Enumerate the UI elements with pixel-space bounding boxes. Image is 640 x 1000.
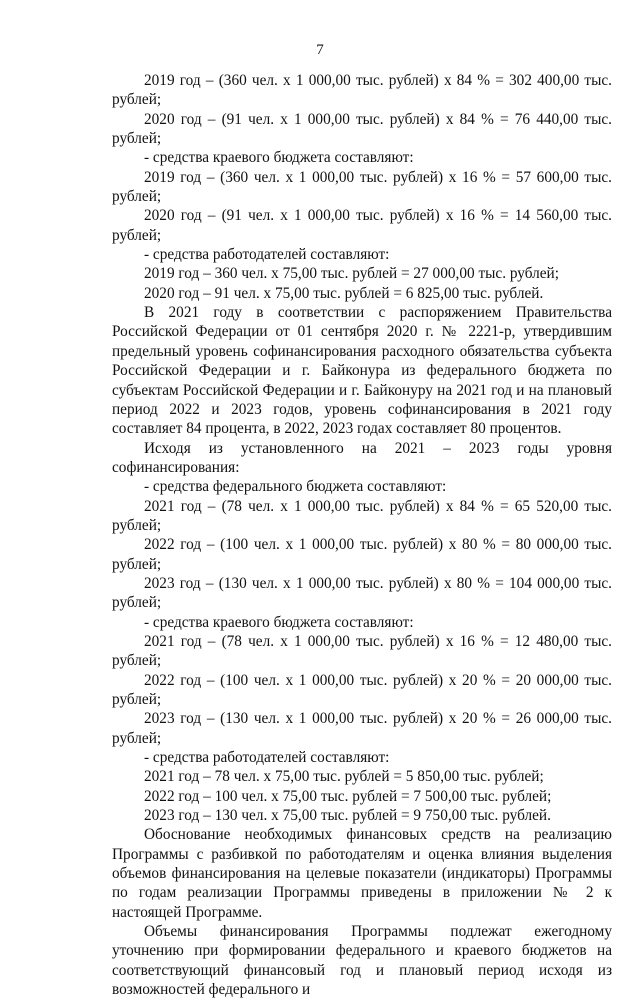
paragraph: - средства работодателей составляют: xyxy=(144,749,390,767)
paragraph: В 2021 году в соответствии с распоряжением Правительства Российской Федерации от 01 сентября 2020 г. № 2221-р, утвердившим предельный уровень софинансирования расходного обязательства субъекта Российской Федерации и г. Байконура из федерального бюджета по субъектам Российской Федерации и г. Байконуру на 2021 год и на плановый период 2022 и 2023 годов, уровень софинансирования в 2021 году составляет 84 процента, в 2022, 2023 годах составляет 80 процентов. xyxy=(112,304,612,438)
paragraph: - средства краевого бюджета составляют: xyxy=(144,149,414,167)
paragraph: 2020 год – 91 чел. х 75,00 тыс. рублей = 6 825,00 тыс. рублей. xyxy=(144,284,544,302)
paragraph: 2020 год – (91 чел. х 1 000,00 тыс. рублей) х 16 % = 14 560,00 тыс. рублей; xyxy=(112,207,612,244)
paragraph: 2020 год – (91 чел. х 1 000,00 тыс. рублей) х 84 % = 76 440,00 тыс. рублей; xyxy=(112,110,612,148)
paragraph: 2022 год – (100 чел. х 1 000,00 тыс. рублей) х 80 % = 80 000,00 тыс. рублей; xyxy=(112,536,612,573)
paragraph: 2022 год – (100 чел. х 1 000,00 тыс. рублей) х 20 % = 20 000,00 тыс. рублей; xyxy=(112,671,612,708)
document-body xyxy=(112,71,612,1000)
paragraph: - средства краевого бюджета составляют: xyxy=(144,613,414,631)
paragraph: 2019 год – (360 чел. х 1 000,00 тыс. рублей) х 84 % = 302 400,00 тыс. рублей; xyxy=(112,72,612,109)
paragraph: Исходя из установленного на 2021 – 2023 годы уровня софинансирования: xyxy=(112,439,612,476)
paragraph: - средства работодателей составляют: xyxy=(144,246,390,264)
paragraph: 2021 год – (78 чел. х 1 000,00 тыс. рублей) х 84 % = 65 520,00 тыс. рублей; xyxy=(112,497,612,534)
paragraph: Объемы финансирования Программы подлежат ежегодному уточнению при формировании федерального и краевого бюджетов на соответствующий финансовый год и плановый период исходя из возможностей федерального и xyxy=(112,923,612,999)
paragraph: 2021 год – (78 чел. х 1 000,00 тыс. рублей) х 16 % = 12 480,00 тыс. рублей; xyxy=(112,632,612,670)
paragraph: 2019 год – 360 чел. х 75,00 тыс. рублей = 27 000,00 тыс. рублей; xyxy=(144,265,559,283)
paragraph: 2023 год – (130 чел. х 1 000,00 тыс. рублей) х 80 % = 104 000,00 тыс. рублей; xyxy=(112,574,612,612)
paragraph: 2019 год – (360 чел. х 1 000,00 тыс. рублей) х 16 % = 57 600,00 тыс. рублей; xyxy=(112,168,612,206)
paragraph: 2023 год – 130 чел. х 75,00 тыс. рублей = 9 750,00 тыс. рублей. xyxy=(144,807,551,825)
page-number: 7 xyxy=(316,42,324,58)
paragraph: Обоснование необходимых финансовых средств на реализацию Программы с разбивкой по работодателям и оценка влияния выделения объемов финансирования на целевые показатели (индикаторы) Программы по годам реализации Программы приведены в приложении № 2 к настоящей Программе. xyxy=(112,826,612,921)
paragraph: 2021 год – 78 чел. х 75,00 тыс. рублей = 5 850,00 тыс. рублей; xyxy=(144,768,544,786)
paragraph: 2022 год – 100 чел. х 75,00 тыс. рублей = 7 500,00 тыс. рублей; xyxy=(144,787,552,805)
paragraph: - средства федерального бюджета составляют: xyxy=(144,478,447,496)
paragraph: 2023 год – (130 чел. х 1 000,00 тыс. рублей) х 20 % = 26 000,00 тыс. рублей; xyxy=(112,710,612,747)
